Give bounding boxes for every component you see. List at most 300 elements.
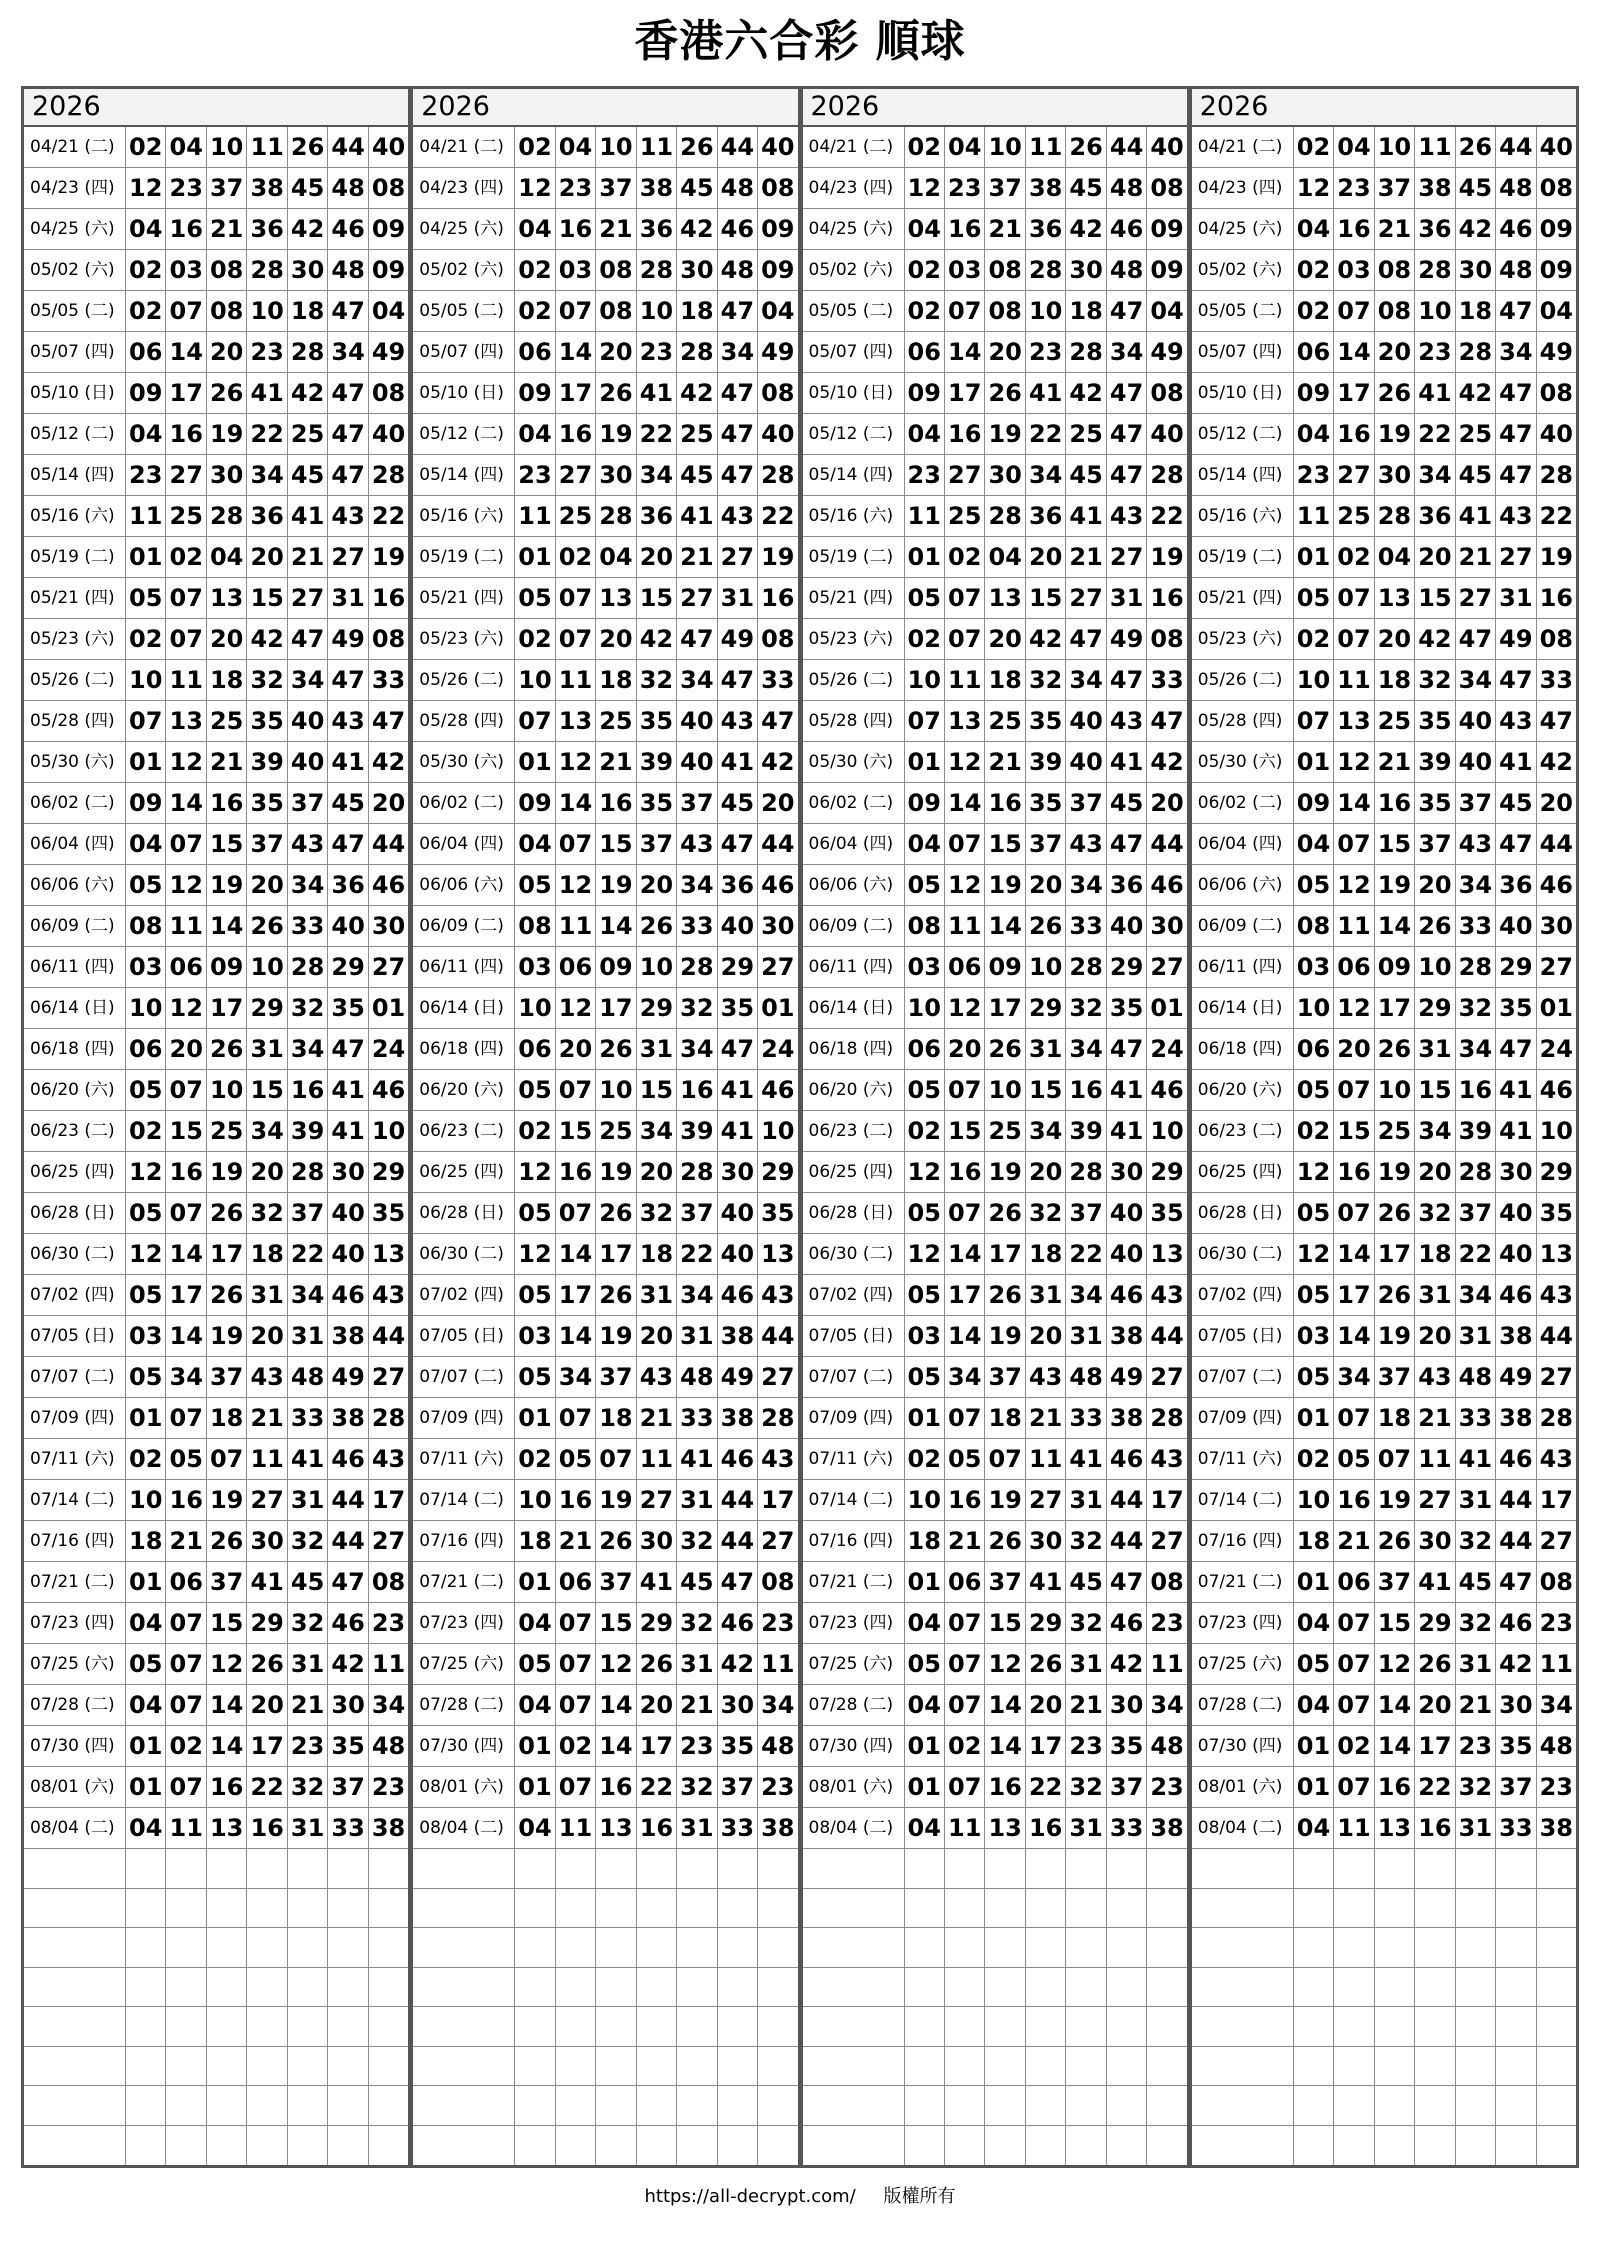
draw-date: 08/01 bbox=[1197, 1777, 1247, 1797]
empty-number-cell bbox=[945, 1968, 985, 2007]
ball-number: 25 bbox=[596, 701, 636, 741]
ball-number: 01 bbox=[1294, 1767, 1334, 1807]
draw-date: 06/06 bbox=[808, 875, 858, 895]
draw-weekday: 二 bbox=[869, 1695, 887, 1715]
draw-weekday: 日 bbox=[91, 1203, 109, 1223]
ball-number: 46 bbox=[371, 871, 406, 899]
empty-number-cell bbox=[677, 1889, 717, 1928]
draw-date: 07/02 bbox=[808, 1285, 858, 1305]
draw-row bbox=[413, 1562, 797, 1603]
ball-number: 49 bbox=[1107, 619, 1147, 659]
empty-number-cell bbox=[1537, 1968, 1576, 2007]
draw-date: 06/11 bbox=[1197, 957, 1247, 977]
ball-number: 05 bbox=[126, 1193, 166, 1233]
draw-weekday: 六 bbox=[480, 1654, 498, 1674]
ball-number: 18 bbox=[905, 1521, 945, 1561]
ball-number: 02 bbox=[905, 1439, 945, 1479]
ball-number: 47 bbox=[677, 619, 717, 659]
ball-number: 01 bbox=[1294, 1726, 1334, 1766]
ball-number: 32 bbox=[1026, 660, 1066, 700]
ball-number: 37 bbox=[288, 1193, 328, 1233]
draw-date: 07/02 bbox=[1197, 1285, 1247, 1305]
ball-number: 41 bbox=[718, 1111, 758, 1151]
ball-number: 30 bbox=[1066, 250, 1106, 290]
ball-number: 07 bbox=[166, 1603, 206, 1643]
empty-number-cell bbox=[207, 1889, 247, 1928]
draw-weekday: 六 bbox=[1258, 506, 1276, 526]
empty-number-cell bbox=[945, 2047, 985, 2086]
ball-number: 15 bbox=[596, 1603, 636, 1643]
empty-date-cell bbox=[413, 2047, 515, 2086]
draw-date-cell: 07/11 (六) bbox=[24, 1439, 126, 1479]
ball-number: 11 bbox=[247, 127, 287, 167]
draw-date: 05/21 bbox=[808, 588, 858, 608]
ball-number: 33 bbox=[1456, 906, 1496, 946]
draw-date-cell: 06/04 (四) bbox=[803, 824, 905, 864]
ball-number: 09 bbox=[126, 783, 166, 823]
empty-row bbox=[24, 1928, 408, 1968]
ball-number: 01 bbox=[515, 1398, 555, 1438]
ball-number: 47 bbox=[1496, 1029, 1536, 1069]
ball-number: 17 bbox=[945, 373, 985, 413]
empty-number-cell bbox=[369, 2047, 408, 2086]
draw-date-cell: 07/14 (二) bbox=[1192, 1480, 1294, 1520]
ball-number: 11 bbox=[1539, 1650, 1573, 1678]
ball-number: 34 bbox=[328, 332, 368, 372]
ball-number: 33 bbox=[1066, 1398, 1106, 1438]
draw-date: 06/02 bbox=[1197, 793, 1247, 813]
draw-row bbox=[413, 1316, 797, 1357]
draw-weekday: 二 bbox=[91, 1367, 109, 1387]
ball-number: 22 bbox=[1150, 502, 1184, 530]
draw-row bbox=[413, 291, 797, 332]
draw-weekday: 二 bbox=[91, 1121, 109, 1141]
draw-row bbox=[24, 742, 408, 783]
empty-row bbox=[1192, 2126, 1576, 2165]
ball-number: 27 bbox=[1026, 1480, 1066, 1520]
draw-row bbox=[803, 332, 1187, 373]
empty-number-cell bbox=[1375, 1849, 1415, 1888]
draw-date: 06/02 bbox=[419, 793, 469, 813]
ball-number: 34 bbox=[288, 1275, 328, 1315]
ball-number: 16 bbox=[247, 1808, 287, 1848]
ball-number: 46 bbox=[718, 209, 758, 249]
ball-number: 04 bbox=[515, 414, 555, 454]
ball-number: 41 bbox=[637, 1562, 677, 1602]
draw-weekday: 四 bbox=[1258, 1039, 1276, 1059]
ball-number: 29 bbox=[328, 947, 368, 987]
draw-date-cell: 05/02 (六) bbox=[1192, 250, 1294, 290]
draw-weekday: 四 bbox=[480, 342, 498, 362]
ball-number: 25 bbox=[677, 414, 717, 454]
draw-row bbox=[803, 1562, 1187, 1603]
draw-date-cell: 07/14 (二) bbox=[413, 1480, 515, 1520]
draw-weekday: 四 bbox=[480, 834, 498, 854]
ball-number: 25 bbox=[1375, 1111, 1415, 1151]
ball-number: 06 bbox=[905, 1029, 945, 1069]
draw-date-cell: 05/12 (二) bbox=[1192, 414, 1294, 454]
ball-number: 41 bbox=[288, 496, 328, 536]
ball-number: 37 bbox=[1026, 824, 1066, 864]
ball-number: 08 bbox=[905, 906, 945, 946]
ball-number: 42 bbox=[1107, 1644, 1147, 1684]
draw-date-cell: 05/28 (四) bbox=[413, 701, 515, 741]
ball-number: 43 bbox=[371, 1281, 406, 1309]
ball-number: 37 bbox=[1456, 1193, 1496, 1233]
ball-number: 34 bbox=[1107, 332, 1147, 372]
empty-number-cell bbox=[207, 1968, 247, 2007]
ball-number: 40 bbox=[1496, 1193, 1536, 1233]
ball-number: 29 bbox=[637, 1603, 677, 1643]
empty-number-cell bbox=[288, 2007, 328, 2046]
ball-number: 30 bbox=[1539, 912, 1573, 940]
ball-number: 18 bbox=[1456, 291, 1496, 331]
ball-number: 40 bbox=[371, 420, 406, 448]
draw-weekday: 四 bbox=[91, 1162, 109, 1182]
ball-number: 20 bbox=[637, 1685, 677, 1725]
ball-number: 27 bbox=[556, 455, 596, 495]
ball-number: 07 bbox=[1334, 1398, 1374, 1438]
ball-number: 09 bbox=[1294, 373, 1334, 413]
empty-number-cell bbox=[718, 1889, 758, 1928]
ball-number: 09 bbox=[905, 783, 945, 823]
empty-row bbox=[1192, 2047, 1576, 2087]
draw-weekday: 日 bbox=[1258, 1203, 1276, 1223]
ball-number: 14 bbox=[166, 1316, 206, 1356]
empty-number-cell bbox=[985, 2007, 1025, 2046]
ball-number: 01 bbox=[905, 1726, 945, 1766]
ball-number: 07 bbox=[945, 619, 985, 659]
ball-number: 03 bbox=[905, 947, 945, 987]
ball-number: 23 bbox=[515, 455, 555, 495]
ball-number: 17 bbox=[556, 1275, 596, 1315]
draw-weekday: 二 bbox=[480, 1367, 498, 1387]
draw-date: 06/30 bbox=[808, 1244, 858, 1264]
draw-date: 08/04 bbox=[419, 1818, 469, 1838]
ball-number: 05 bbox=[126, 1644, 166, 1684]
ball-number: 22 bbox=[1415, 414, 1455, 454]
ball-number: 17 bbox=[985, 988, 1025, 1028]
draw-weekday: 二 bbox=[91, 1572, 109, 1592]
empty-number-cell bbox=[596, 2086, 636, 2125]
ball-number: 10 bbox=[1415, 947, 1455, 987]
ball-number: 47 bbox=[1107, 824, 1147, 864]
empty-number-cell bbox=[985, 1889, 1025, 1928]
ball-number: 28 bbox=[1150, 461, 1184, 489]
draw-weekday: 四 bbox=[869, 1162, 887, 1182]
ball-number: 16 bbox=[945, 209, 985, 249]
draw-date-cell: 05/23 (六) bbox=[24, 619, 126, 659]
ball-number: 46 bbox=[1107, 1439, 1147, 1479]
ball-number: 31 bbox=[1456, 1644, 1496, 1684]
empty-number-cell bbox=[247, 1968, 287, 2007]
draw-date-cell: 05/07 (四) bbox=[803, 332, 905, 372]
draw-row bbox=[413, 1521, 797, 1562]
ball-number: 45 bbox=[288, 1562, 328, 1602]
ball-number: 07 bbox=[556, 291, 596, 331]
ball-number: 20 bbox=[247, 865, 287, 905]
empty-number-cell bbox=[1294, 1968, 1334, 2007]
ball-number: 02 bbox=[515, 1439, 555, 1479]
empty-number-cell bbox=[945, 1928, 985, 1967]
draw-row bbox=[803, 578, 1187, 619]
draw-date-cell: 05/07 (四) bbox=[413, 332, 515, 372]
empty-number-cell bbox=[1456, 2047, 1496, 2086]
ball-number: 07 bbox=[1334, 1603, 1374, 1643]
empty-number-cell bbox=[328, 2126, 368, 2165]
ball-number: 09 bbox=[1539, 215, 1573, 243]
empty-number-cell bbox=[718, 1968, 758, 2007]
ball-number: 10 bbox=[1375, 1070, 1415, 1110]
ball-number: 20 bbox=[166, 1029, 206, 1069]
ball-number: 33 bbox=[1496, 1808, 1536, 1848]
ball-number: 21 bbox=[1456, 537, 1496, 577]
draw-date-cell: 06/28 (日) bbox=[1192, 1193, 1294, 1233]
empty-number-cell bbox=[166, 2007, 206, 2046]
panel-year-header: 2026 bbox=[1192, 89, 1576, 127]
draw-date: 07/16 bbox=[419, 1531, 469, 1551]
ball-number: 04 bbox=[596, 537, 636, 577]
ball-number: 47 bbox=[761, 707, 795, 735]
draw-weekday: 六 bbox=[91, 1080, 109, 1100]
ball-number: 04 bbox=[761, 297, 795, 325]
ball-number: 21 bbox=[288, 1685, 328, 1725]
ball-number: 11 bbox=[905, 496, 945, 536]
ball-number: 15 bbox=[207, 1603, 247, 1643]
ball-number: 36 bbox=[247, 209, 287, 249]
empty-row bbox=[413, 1968, 797, 2008]
ball-number: 26 bbox=[1375, 1275, 1415, 1315]
footer-url[interactable]: https://all-decrypt.com/ bbox=[644, 2186, 856, 2207]
ball-number: 23 bbox=[905, 455, 945, 495]
ball-number: 31 bbox=[718, 578, 758, 618]
ball-number: 38 bbox=[1107, 1398, 1147, 1438]
ball-number: 41 bbox=[1066, 1439, 1106, 1479]
ball-number: 08 bbox=[371, 379, 406, 407]
draw-row bbox=[1192, 619, 1576, 660]
empty-number-cell bbox=[945, 2126, 985, 2165]
draw-weekday: 日 bbox=[480, 1203, 498, 1223]
empty-number-cell bbox=[1537, 2086, 1576, 2125]
ball-number: 05 bbox=[126, 1357, 166, 1397]
ball-number: 04 bbox=[515, 824, 555, 864]
draw-row bbox=[24, 1644, 408, 1685]
draw-date: 05/28 bbox=[808, 711, 858, 731]
draw-weekday: 四 bbox=[91, 1531, 109, 1551]
ball-number: 37 bbox=[1415, 824, 1455, 864]
ball-number: 10 bbox=[637, 291, 677, 331]
draw-date-cell: 07/25 (六) bbox=[24, 1644, 126, 1684]
draw-date-cell: 05/02 (六) bbox=[24, 250, 126, 290]
ball-number: 16 bbox=[556, 1152, 596, 1192]
ball-number: 27 bbox=[1150, 1527, 1184, 1555]
ball-number: 02 bbox=[1294, 1111, 1334, 1151]
draw-weekday: 四 bbox=[869, 1531, 887, 1551]
empty-date-cell bbox=[413, 1849, 515, 1888]
draw-row bbox=[24, 578, 408, 619]
ball-number: 29 bbox=[247, 1603, 287, 1643]
ball-number: 16 bbox=[677, 1070, 717, 1110]
ball-number: 02 bbox=[905, 619, 945, 659]
draw-date-cell: 06/20 (六) bbox=[1192, 1070, 1294, 1110]
ball-number: 10 bbox=[207, 127, 247, 167]
ball-number: 32 bbox=[677, 1521, 717, 1561]
ball-number: 06 bbox=[945, 1562, 985, 1602]
ball-number: 46 bbox=[718, 1439, 758, 1479]
ball-number: 05 bbox=[515, 1357, 555, 1397]
ball-number: 17 bbox=[371, 1486, 406, 1514]
empty-number-cell bbox=[1375, 2007, 1415, 2046]
ball-number: 19 bbox=[1375, 1480, 1415, 1520]
draw-date: 07/14 bbox=[30, 1490, 79, 1510]
ball-number: 22 bbox=[247, 1767, 287, 1807]
draw-row bbox=[1192, 1193, 1576, 1234]
ball-number: 20 bbox=[247, 1316, 287, 1356]
draw-weekday: 四 bbox=[869, 1285, 887, 1305]
ball-number: 38 bbox=[1539, 1814, 1573, 1842]
ball-number: 36 bbox=[637, 209, 677, 249]
empty-row bbox=[1192, 1889, 1576, 1929]
empty-number-cell bbox=[1537, 1889, 1576, 1928]
ball-number: 40 bbox=[1150, 133, 1184, 161]
draw-date: 05/28 bbox=[30, 711, 79, 731]
ball-number: 01 bbox=[126, 1767, 166, 1807]
ball-number: 35 bbox=[247, 783, 287, 823]
ball-number: 48 bbox=[1539, 1732, 1573, 1760]
ball-number: 18 bbox=[677, 291, 717, 331]
empty-number-cell bbox=[1026, 2047, 1066, 2086]
ball-number: 31 bbox=[1107, 578, 1147, 618]
ball-number: 49 bbox=[718, 1357, 758, 1397]
ball-number: 27 bbox=[718, 537, 758, 577]
draw-row bbox=[24, 1685, 408, 1726]
draw-date: 06/09 bbox=[808, 916, 858, 936]
ball-number: 16 bbox=[207, 783, 247, 823]
empty-number-cell bbox=[596, 2007, 636, 2046]
empty-number-cell bbox=[515, 1889, 555, 1928]
ball-number: 37 bbox=[985, 1357, 1025, 1397]
draw-row bbox=[803, 824, 1187, 865]
ball-number: 48 bbox=[1107, 250, 1147, 290]
draw-row bbox=[24, 988, 408, 1029]
ball-number: 04 bbox=[1294, 209, 1334, 249]
ball-number: 46 bbox=[1496, 1603, 1536, 1643]
ball-number: 30 bbox=[1375, 455, 1415, 495]
ball-number: 35 bbox=[1415, 701, 1455, 741]
ball-number: 02 bbox=[126, 619, 166, 659]
ball-number: 46 bbox=[371, 1076, 406, 1104]
ball-number: 30 bbox=[371, 912, 406, 940]
ball-number: 11 bbox=[1415, 127, 1455, 167]
ball-number: 44 bbox=[1539, 830, 1573, 858]
draw-row bbox=[803, 455, 1187, 496]
ball-number: 23 bbox=[371, 1609, 406, 1637]
ball-number: 30 bbox=[761, 912, 795, 940]
ball-number: 33 bbox=[371, 666, 406, 694]
ball-number: 31 bbox=[1496, 578, 1536, 618]
draw-date: 05/21 bbox=[419, 588, 469, 608]
empty-number-cell bbox=[1147, 2007, 1186, 2046]
ball-number: 03 bbox=[515, 1316, 555, 1356]
draw-date: 06/06 bbox=[30, 875, 79, 895]
ball-number: 31 bbox=[328, 578, 368, 618]
ball-number: 37 bbox=[1375, 1357, 1415, 1397]
draw-date-cell: 06/28 (日) bbox=[413, 1193, 515, 1233]
draw-date: 05/05 bbox=[30, 301, 79, 321]
empty-number-cell bbox=[718, 2126, 758, 2165]
ball-number: 12 bbox=[126, 168, 166, 208]
draw-weekday: 四 bbox=[869, 1736, 887, 1756]
ball-number: 43 bbox=[371, 1445, 406, 1473]
ball-number: 25 bbox=[207, 701, 247, 741]
draw-weekday: 六 bbox=[91, 506, 109, 526]
empty-number-cell bbox=[1456, 1968, 1496, 2007]
ball-number: 30 bbox=[207, 455, 247, 495]
draw-date-cell: 07/09 (四) bbox=[1192, 1398, 1294, 1438]
empty-number-cell bbox=[556, 2126, 596, 2165]
draw-row bbox=[1192, 1767, 1576, 1808]
ball-number: 01 bbox=[1539, 994, 1573, 1022]
ball-number: 02 bbox=[1294, 250, 1334, 290]
draw-row bbox=[1192, 537, 1576, 578]
empty-number-cell bbox=[207, 2007, 247, 2046]
ball-number: 36 bbox=[1415, 209, 1455, 249]
draw-date: 05/30 bbox=[419, 752, 469, 772]
ball-number: 04 bbox=[1375, 537, 1415, 577]
draw-row bbox=[803, 1234, 1187, 1275]
ball-number: 35 bbox=[637, 783, 677, 823]
ball-number: 02 bbox=[905, 1111, 945, 1151]
draw-date: 05/02 bbox=[808, 260, 858, 280]
ball-number: 23 bbox=[945, 168, 985, 208]
draw-row bbox=[413, 660, 797, 701]
ball-number: 08 bbox=[1150, 1568, 1184, 1596]
ball-number: 09 bbox=[371, 215, 406, 243]
ball-number: 28 bbox=[288, 947, 328, 987]
draw-date-cell: 07/11 (六) bbox=[1192, 1439, 1294, 1479]
ball-number: 15 bbox=[637, 578, 677, 618]
draw-row bbox=[1192, 988, 1576, 1029]
ball-number: 15 bbox=[1375, 1603, 1415, 1643]
empty-number-cell bbox=[1294, 1849, 1334, 1888]
draw-weekday: 四 bbox=[91, 1613, 109, 1633]
ball-number: 22 bbox=[371, 502, 406, 530]
ball-number: 29 bbox=[1026, 988, 1066, 1028]
ball-number: 12 bbox=[945, 865, 985, 905]
ball-number: 01 bbox=[126, 537, 166, 577]
draw-weekday: 四 bbox=[869, 1039, 887, 1059]
ball-number: 09 bbox=[905, 373, 945, 413]
empty-number-cell bbox=[637, 1849, 677, 1888]
empty-number-cell bbox=[677, 1968, 717, 2007]
ball-number: 20 bbox=[637, 865, 677, 905]
draw-row bbox=[1192, 660, 1576, 701]
draw-date: 05/02 bbox=[30, 260, 79, 280]
empty-date-cell bbox=[803, 2047, 905, 2086]
ball-number: 04 bbox=[126, 1808, 166, 1848]
draw-date-cell: 06/06 (六) bbox=[24, 865, 126, 905]
ball-number: 26 bbox=[596, 373, 636, 413]
draw-date: 07/16 bbox=[30, 1531, 79, 1551]
empty-date-cell bbox=[413, 1928, 515, 1967]
empty-number-cell bbox=[985, 2047, 1025, 2086]
draw-weekday: 日 bbox=[480, 998, 498, 1018]
ball-number: 14 bbox=[556, 332, 596, 372]
draw-date: 06/23 bbox=[808, 1121, 858, 1141]
draw-date: 08/01 bbox=[419, 1777, 469, 1797]
ball-number: 16 bbox=[1150, 584, 1184, 612]
draw-row bbox=[413, 1603, 797, 1644]
